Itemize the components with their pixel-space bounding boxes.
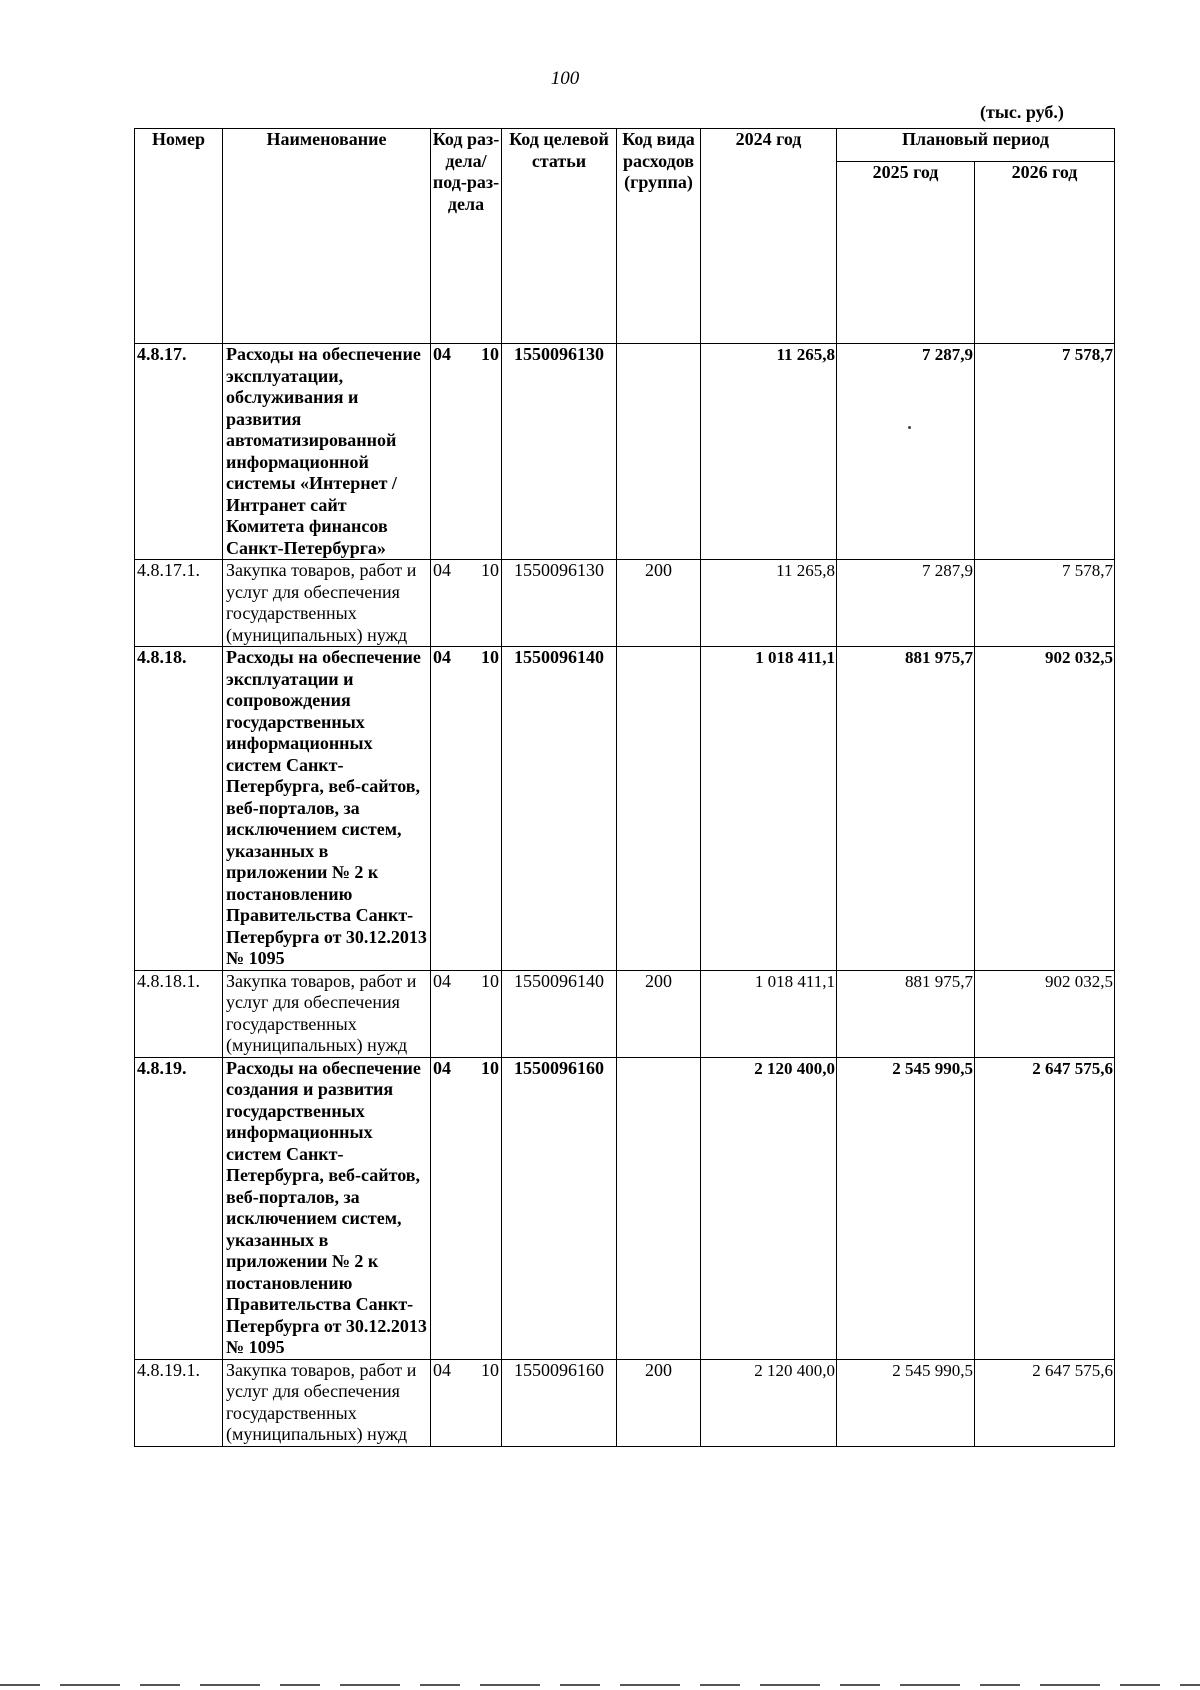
table-row bbox=[135, 1057, 1115, 1359]
row-target-code: 1550096130 bbox=[502, 560, 617, 647]
row-value-2026: 2 647 575,6 bbox=[975, 1057, 1115, 1359]
section-code: 04 bbox=[433, 560, 451, 580]
page-number: 100 bbox=[550, 68, 580, 89]
table-body bbox=[135, 344, 1115, 1447]
header-year-2026: 2026 год bbox=[975, 162, 1115, 344]
row-value-2025: 881 975,7 bbox=[837, 970, 975, 1057]
row-expense-group: 200 bbox=[617, 1359, 701, 1446]
scan-artifact-line bbox=[0, 1684, 1200, 1686]
row-section-code bbox=[431, 560, 502, 647]
row-section-code bbox=[431, 1057, 502, 1359]
row-value-2025: 881 975,7 bbox=[837, 647, 975, 971]
row-expense-group bbox=[617, 1057, 701, 1359]
subsection-code: 10 bbox=[481, 647, 499, 667]
row-value-2026: 7 578,7 bbox=[975, 344, 1115, 560]
header-number: Номер bbox=[135, 129, 223, 344]
row-value-2025: 2 545 990,5 bbox=[837, 1057, 975, 1359]
header-year-2025: 2025 год bbox=[837, 162, 975, 344]
subsection-code: 10 bbox=[481, 970, 499, 991]
row-target-code: 1550096160 bbox=[502, 1359, 617, 1446]
budget-table bbox=[134, 128, 1115, 1447]
row-number: 4.8.18.1. bbox=[135, 970, 223, 1057]
subsection-code: 10 bbox=[481, 1057, 499, 1078]
row-name: Закупка товаров, работ и услуг для обеспечения государственных (муниципальных) нужд bbox=[223, 970, 431, 1057]
section-code: 04 bbox=[433, 1057, 451, 1078]
table-row bbox=[135, 1359, 1115, 1446]
row-number: 4.8.18. bbox=[135, 647, 223, 971]
row-target-code: 1550096140 bbox=[502, 970, 617, 1057]
section-code: 04 bbox=[433, 970, 451, 991]
units-label: (тыс. руб.) bbox=[980, 102, 1064, 122]
row-number: 4.8.17.1. bbox=[135, 560, 223, 647]
subsection-code: 10 bbox=[481, 560, 499, 580]
scan-speck bbox=[908, 426, 911, 429]
row-value-2026: 7 578,7 bbox=[975, 560, 1115, 647]
row-name: Закупка товаров, работ и услуг для обеспечения государственных (муниципальных) нужд bbox=[223, 1359, 431, 1446]
table-row bbox=[135, 344, 1115, 560]
row-section-code bbox=[431, 344, 502, 560]
row-target-code: 1550096160 bbox=[502, 1057, 617, 1359]
row-expense-group bbox=[617, 344, 701, 560]
row-number: 4.8.19. bbox=[135, 1057, 223, 1359]
row-value-2024: 1 018 411,1 bbox=[701, 647, 837, 971]
section-code: 04 bbox=[433, 344, 451, 364]
table-row bbox=[135, 970, 1115, 1057]
row-expense-group: 200 bbox=[617, 560, 701, 647]
row-value-2024: 11 265,8 bbox=[701, 344, 837, 560]
row-name: Расходы на обеспечение создания и развития государственных информационных систем Санкт-Петербурга, веб-сайтов, веб-порталов, за исключением систем, указанных в приложении № 2 к постановлению Правительства Санкт-Петербурга от 30.12.2013 № 1095 bbox=[223, 1057, 431, 1359]
row-section-code bbox=[431, 1359, 502, 1446]
row-value-2025: 2 545 990,5 bbox=[837, 1359, 975, 1446]
row-name: Расходы на обеспечение эксплуатации, обслуживания и развития автоматизированной информационной системы «Интернет / Интранет сайт Комитета финансов Санкт-Петербурга» bbox=[223, 344, 431, 560]
header-name: Наименование bbox=[223, 129, 431, 344]
row-value-2026: 902 032,5 bbox=[975, 970, 1115, 1057]
header-row-1 bbox=[135, 129, 1115, 162]
row-value-2025: 7 287,9 bbox=[837, 560, 975, 647]
row-target-code: 1550096130 bbox=[502, 344, 617, 560]
row-value-2026: 2 647 575,6 bbox=[975, 1359, 1115, 1446]
subsection-code: 10 bbox=[481, 344, 499, 364]
row-expense-group: 200 bbox=[617, 970, 701, 1057]
row-value-2025: 7 287,9 bbox=[837, 344, 975, 560]
row-value-2026: 902 032,5 bbox=[975, 647, 1115, 971]
row-name: Расходы на обеспечение эксплуатации и сопровождения государственных информационных систем Санкт-Петербурга, веб-сайтов, веб-порталов, за исключением систем, указанных в приложении № 2 к постановлению Правительства Санкт-Петербурга от 30.12.2013 № 1095 bbox=[223, 647, 431, 971]
row-value-2024: 2 120 400,0 bbox=[701, 1057, 837, 1359]
row-value-2024: 1 018 411,1 bbox=[701, 970, 837, 1057]
header-section-code: Код раз-дела/ под-раз-дела bbox=[431, 129, 502, 344]
row-value-2024: 11 265,8 bbox=[701, 560, 837, 647]
section-code: 04 bbox=[433, 647, 451, 667]
section-code: 04 bbox=[433, 1359, 451, 1380]
header-expense-type-code: Код вида расходов (группа) bbox=[617, 129, 701, 344]
row-number: 4.8.19.1. bbox=[135, 1359, 223, 1446]
row-name: Закупка товаров, работ и услуг для обеспечения государственных (муниципальных) нужд bbox=[223, 560, 431, 647]
header-year-2024: 2024 год bbox=[701, 129, 837, 344]
row-number: 4.8.17. bbox=[135, 344, 223, 560]
row-value-2024: 2 120 400,0 bbox=[701, 1359, 837, 1446]
subsection-code: 10 bbox=[481, 1359, 499, 1380]
header-planned-period: Плановый период bbox=[837, 129, 1115, 162]
row-target-code: 1550096140 bbox=[502, 647, 617, 971]
table-row bbox=[135, 647, 1115, 971]
table-row bbox=[135, 560, 1115, 647]
row-expense-group bbox=[617, 647, 701, 971]
row-section-code bbox=[431, 647, 502, 971]
row-section-code bbox=[431, 970, 502, 1057]
header-target-code: Код целевой статьи bbox=[502, 129, 617, 344]
